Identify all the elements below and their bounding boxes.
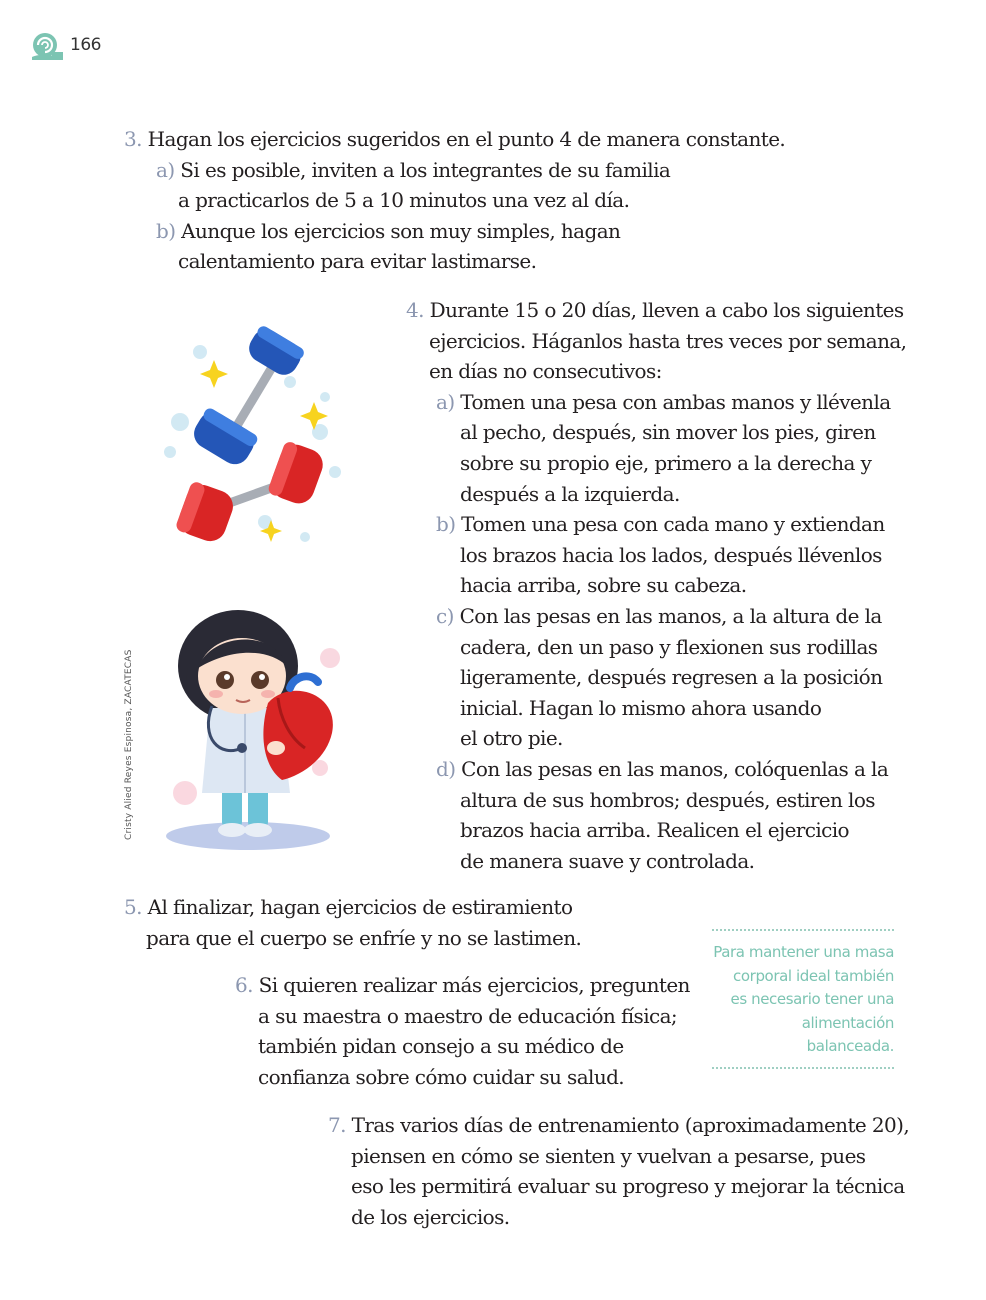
sub-letter: c) [436, 603, 454, 628]
item-number: 3. [124, 127, 142, 151]
sub-letter: b) [156, 218, 176, 243]
sub-text-line: ligeramente, después regresen a la posición [460, 665, 883, 690]
item-text-line: en días no consecutivos: [429, 359, 662, 384]
tip-line: alimentación balanceada. [801, 1013, 894, 1055]
sub-text-line: hacia arriba, sobre su cabeza. [460, 573, 747, 598]
sub-text-line: Con las pesas en las manos, colóquenlas a la [461, 756, 889, 781]
item-number: 7. [328, 1113, 346, 1137]
item-text-line: también pidan consejo a su médico de [258, 1034, 624, 1059]
item-number: 6. [235, 973, 253, 997]
item-number: 4. [406, 298, 424, 322]
sub-text-line: calentamiento para evitar lastimarse. [178, 249, 537, 274]
item-3 [124, 124, 785, 277]
sub-text-line: de manera suave y controlada. [460, 848, 755, 873]
sub-letter: a) [156, 157, 175, 182]
sub-text-line: a practicarlos de 5 a 10 minutos una vez al día. [178, 188, 630, 213]
item-text-line: de los ejercicios. [351, 1204, 510, 1229]
sub-text-line: Aunque los ejercicios son muy simples, hagan [181, 218, 621, 243]
sub-text-line: el otro pie. [460, 726, 563, 751]
item-text-line: Tras varios días de entrenamiento (aproximadamente 20), [351, 1113, 910, 1137]
item-text-line: Hagan los ejercicios sugeridos en el punto 4 de manera constante. [147, 127, 786, 151]
sub-letter: d) [436, 756, 456, 781]
tip-line: es necesario tener una [730, 990, 894, 1008]
item-text-line: eso les permitirá evaluar su progreso y mejorar la técnica [351, 1174, 905, 1199]
item-7 [328, 1110, 909, 1232]
item-4 [406, 295, 906, 876]
tip-line: corporal ideal también [733, 966, 894, 985]
item-text-line: confianza sobre cómo cuidar su salud. [258, 1064, 625, 1089]
item-text-line: Al finalizar, hagan ejercicios de estiramiento [147, 895, 573, 919]
snail-logo-icon [30, 30, 64, 60]
item-text-line: ejercicios. Háganlos hasta tres veces por semana, [429, 328, 907, 353]
sub-text-line: Con las pesas en las manos, a la altura de la [459, 603, 882, 628]
sub-text-line: altura de sus hombros; después, estiren los [460, 787, 875, 812]
item-text-line: Si quieren realizar más ejercicios, pregunten [258, 973, 690, 997]
sub-text-line: los brazos hacia los lados, después llévenlos [460, 542, 882, 567]
sub-text-line: después a la izquierda. [460, 481, 680, 506]
item-text-line: piensen en cómo se sienten y vuelvan a pesarse, pues [351, 1143, 866, 1168]
sub-text-line: sobre su propio eje, primero a la derecha y [460, 450, 872, 475]
tip-box [712, 929, 894, 1069]
sub-text-line: Tomen una pesa con cada mano y extiendan [461, 512, 885, 537]
page-header [30, 30, 101, 60]
sub-letter: b) [436, 512, 456, 537]
sub-text-line: inicial. Hagan lo mismo ahora usando [460, 695, 822, 720]
tip-line: Para mantener una masa [713, 943, 894, 961]
item-number: 5. [124, 895, 142, 919]
item-text-line: Durante 15 o 20 días, lleven a cabo los siguientes [429, 298, 904, 322]
doctor-girl-illustration [150, 598, 350, 853]
sub-text-line: Si es posible, inviten a los integrantes de su familia [180, 157, 671, 182]
sub-letter: a) [436, 389, 455, 414]
sub-text-line: brazos hacia arriba. Realicen el ejercicio [460, 818, 849, 843]
item-6 [235, 970, 690, 1092]
item-5 [124, 892, 581, 953]
illustration-credit: Cristy Alied Reyes Espinosa, ZACATECAS [124, 649, 134, 840]
item-text-line: a su maestra o maestro de educación física; [258, 1003, 678, 1028]
dumbbells-illustration [140, 312, 365, 557]
page-number: 166 [70, 35, 101, 55]
item-text-line: para que el cuerpo se enfríe y no se lastimen. [146, 925, 582, 950]
sub-text-line: al pecho, después, sin mover los pies, giren [460, 420, 876, 445]
sub-text-line: cadera, den un paso y flexionen sus rodillas [460, 634, 878, 659]
sub-text-line: Tomen una pesa con ambas manos y llévenla [460, 389, 891, 414]
